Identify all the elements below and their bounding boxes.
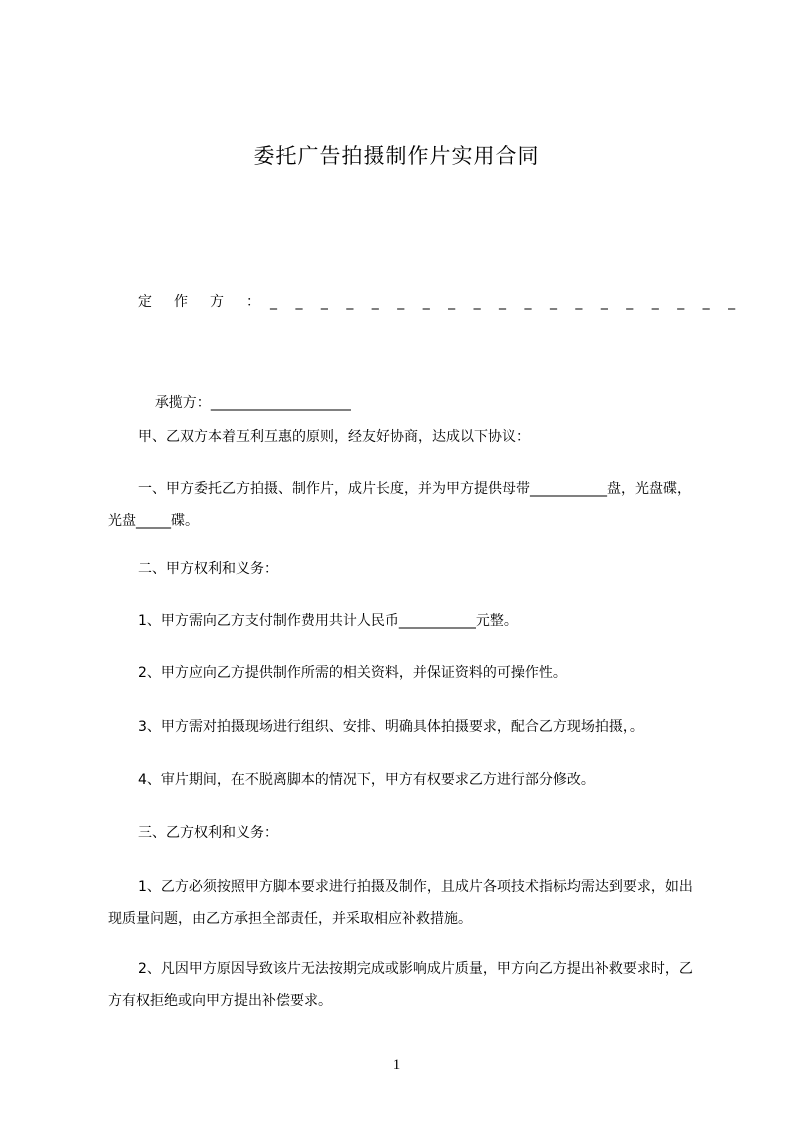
party-a-label: 定作方： <box>138 294 282 310</box>
section-2-item-1-after: 元整。 <box>475 613 518 629</box>
section-2-item-1 <box>108 605 700 637</box>
clause-1-end: 碟。 <box>171 513 199 529</box>
contractor-blank-line: ____________________ <box>210 395 351 411</box>
section-2-item-2: 2、甲方应向乙方提供制作所需的相关资料，并保证资料的可操作性。 <box>138 665 567 681</box>
clause-1-middle: 盘，光盘碟，光盘 <box>108 481 691 529</box>
section-3-item-1: 1、乙方必须按照甲方脚本要求进行拍摄及制作，且成片各项技术指标均需达到要求，如出现质量问题，由乙方承担全部责任，并采取相应补救措施。 <box>108 879 693 927</box>
section-2-item-1-before: 1、甲方需向乙方支付制作费用共计人民币 <box>138 613 399 629</box>
section-3-item-2: 2、凡因甲方原因导致该片无法按期完成或影响成片质量，甲方向乙方提出补救要求时，乙方有权拒绝或向甲方提出补偿要求。 <box>108 961 693 1009</box>
section-2-item-4: 4、审片期间，在不脱离脚本的情况下，甲方有权要求乙方进行部分修改。 <box>138 772 595 788</box>
section-2-heading: 二、甲方权利和义务： <box>138 561 278 577</box>
clause-1-before-tape: 一、甲方委托乙方拍摄、制作片，成片长度，并为甲方提供母带 <box>138 481 530 497</box>
page-number: 1 <box>392 1057 401 1073</box>
agreement-intro: 甲、乙双方本着互利互惠的原则，经友好协商，达成以下协议： <box>138 429 530 445</box>
party-a-blank-line: _ _ _ _ _ _ _ _ _ _ _ _ _ _ _ _ _ _ _ <box>270 294 743 310</box>
section-3-heading: 三、乙方权利和义务： <box>138 825 278 841</box>
clause-1 <box>108 473 700 537</box>
document-title: 委托广告拍摄制作片实用合同 <box>253 144 540 168</box>
section-2-item-3: 3、甲方需对拍摄现场进行组织、安排、明确具体拍摄要求，配合乙方现场拍摄，。 <box>138 719 644 735</box>
disc-quantity-blank: _____ <box>136 513 171 529</box>
fee-amount-blank: ___________ <box>398 613 476 629</box>
tape-quantity-blank: ___________ <box>530 481 607 497</box>
contractor-label: 承揽方： <box>154 395 211 411</box>
